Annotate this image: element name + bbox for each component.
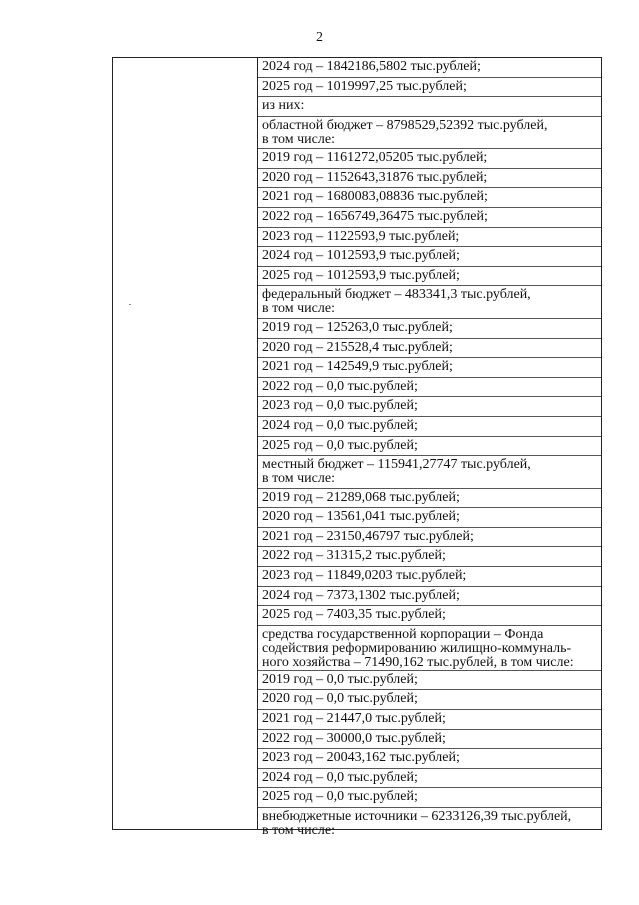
row-text-line: 2025 год – 1012593,9 тыс.рублей; xyxy=(262,267,460,283)
table-row xyxy=(258,228,601,248)
table-row xyxy=(258,528,601,548)
row-text-line: 2021 год – 1680083,08836 тыс.рублей; xyxy=(262,189,488,205)
row-text-line: 2019 год – 125263,0 тыс.рублей; xyxy=(262,319,453,335)
row-text-line: 2023 год – 1122593,9 тыс.рублей; xyxy=(262,228,460,244)
table-row xyxy=(258,319,601,339)
table-row xyxy=(258,710,601,730)
table-row xyxy=(258,117,601,150)
table-row xyxy=(258,58,601,78)
table-row xyxy=(258,690,601,710)
table-row xyxy=(258,188,601,208)
row-text-line: внебюджетные источники – 6233126,39 тыс.рублей, xyxy=(262,808,572,824)
table-row xyxy=(258,671,601,691)
table-row xyxy=(258,587,601,607)
row-text-line: 2024 год – 0,0 тыс.рублей; xyxy=(262,417,418,433)
table-row xyxy=(258,208,601,228)
table-row xyxy=(258,149,601,169)
table-row xyxy=(258,247,601,267)
row-text-line: ного хозяйства – 71490,162 тыс.рублей, в том числе: xyxy=(262,654,574,670)
row-text-line: 2024 год – 0,0 тыс.рублей; xyxy=(262,769,418,785)
row-text-line: 2023 год – 20043,162 тыс.рублей; xyxy=(262,750,460,766)
table-row xyxy=(258,749,601,769)
row-text-line: 2022 год – 30000,0 тыс.рублей; xyxy=(262,730,446,746)
table-row xyxy=(258,788,601,808)
table-row xyxy=(258,286,601,319)
row-text-line: местный бюджет – 115941,27747 тыс.рублей, xyxy=(262,457,531,473)
row-text-line: областной бюджет – 8798529,52392 тыс.рублей, xyxy=(262,117,548,133)
row-text-line: в том числе: xyxy=(262,131,335,147)
table-row xyxy=(258,267,601,287)
row-text-line: федеральный бюджет – 483341,3 тыс.рублей, xyxy=(262,287,531,303)
table-row xyxy=(258,808,601,841)
funding-rows xyxy=(258,58,601,840)
row-text-line: 2022 год – 1656749,36475 тыс.рублей; xyxy=(262,209,488,225)
row-text-line: 2024 год – 1012593,9 тыс.рублей; xyxy=(262,248,460,264)
page-number: 2 xyxy=(316,30,323,45)
row-text-line: 2025 год – 7403,35 тыс.рублей; xyxy=(262,607,446,623)
table-row xyxy=(258,417,601,437)
row-text-line: в том числе: xyxy=(262,471,335,487)
table-row xyxy=(258,626,601,671)
table-row xyxy=(258,567,601,587)
row-text-line: 2019 год – 0,0 тыс.рублей; xyxy=(262,671,418,687)
scan-speck xyxy=(129,304,131,305)
row-text-line: 2021 год – 142549,9 тыс.рублей; xyxy=(262,359,453,375)
table-row xyxy=(258,339,601,359)
table-row xyxy=(258,78,601,98)
row-text-line: 2023 год – 0,0 тыс.рублей; xyxy=(262,398,418,414)
table-row xyxy=(258,547,601,567)
row-text-line: 2022 год – 31315,2 тыс.рублей; xyxy=(262,548,446,564)
row-text-line: 2023 год – 11849,0203 тыс.рублей; xyxy=(262,567,467,583)
row-text-line: из них: xyxy=(262,98,305,114)
table-row xyxy=(258,358,601,378)
table-row xyxy=(258,769,601,789)
row-text-line: 2025 год – 1019997,25 тыс.рублей; xyxy=(262,78,467,94)
row-text-line: содействия реформированию жилищно-коммуналь- xyxy=(262,640,572,656)
table-row xyxy=(258,378,601,398)
row-text-line: средства государственной корпорации – Фонда xyxy=(262,626,544,642)
row-text-line: 2024 год – 7373,1302 тыс.рублей; xyxy=(262,587,460,603)
row-text-line: 2020 год – 0,0 тыс.рублей; xyxy=(262,691,418,707)
row-text-line: 2019 год – 21289,068 тыс.рублей; xyxy=(262,489,460,505)
table-row xyxy=(258,437,601,457)
row-text-line: в том числе: xyxy=(262,822,335,838)
row-text-line: 2020 год – 13561,041 тыс.рублей; xyxy=(262,509,460,525)
table-row xyxy=(258,730,601,750)
row-text-line: в том числе: xyxy=(262,301,335,317)
table-row xyxy=(258,508,601,528)
row-text-line: 2020 год – 215528,4 тыс.рублей; xyxy=(262,339,453,355)
row-text-line: 2024 год – 1842186,5802 тыс.рублей; xyxy=(262,59,481,74)
row-text-line: 2020 год – 1152643,31876 тыс.рублей; xyxy=(262,169,488,185)
table-row xyxy=(258,489,601,509)
row-text-line: 2025 год – 0,0 тыс.рублей; xyxy=(262,789,418,805)
row-text-line: 2021 год – 21447,0 тыс.рублей; xyxy=(262,710,446,726)
table-row xyxy=(258,169,601,189)
table-row xyxy=(258,97,601,117)
row-text-line: 2019 год – 1161272,05205 тыс.рублей; xyxy=(262,150,488,166)
row-text-line: 2021 год – 23150,46797 тыс.рублей; xyxy=(262,528,474,544)
table-row xyxy=(258,456,601,489)
table-row xyxy=(258,606,601,626)
row-text-line: 2025 год – 0,0 тыс.рублей; xyxy=(262,437,418,453)
funding-table xyxy=(112,57,602,838)
row-text-line: 2022 год – 0,0 тыс.рублей; xyxy=(262,378,418,394)
table-row xyxy=(258,397,601,417)
